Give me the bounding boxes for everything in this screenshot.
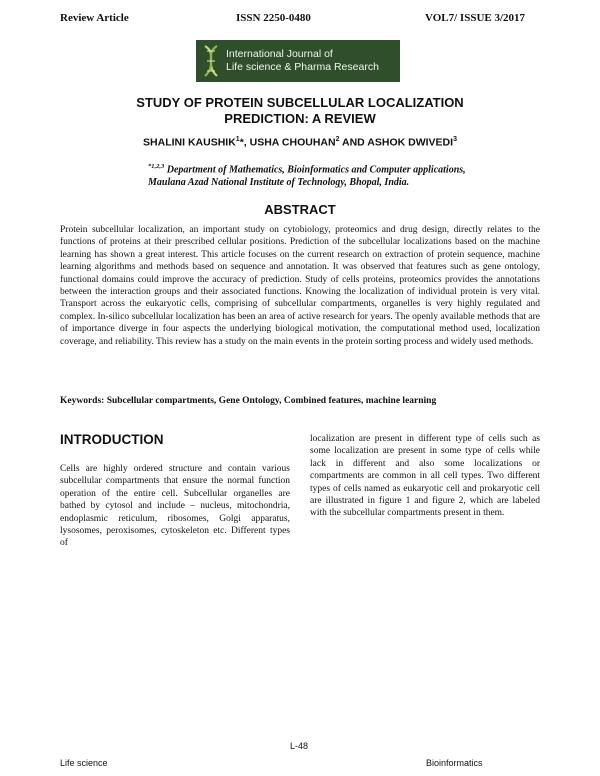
page-number: L-48 [290,741,309,751]
footer-left: Life science [60,758,108,768]
introduction-left-column: Cells are highly ordered structure and contain various subcellular compartments that ensure the normal function operation of the entire cell. Subcellular organelles are bathed by cytosol and include – nucleus, mitochondria, endoplasmic reticulum, ribosomes, Golgi apparatus, lysosomes, peroxisomes, cytoskeleton etc. Different types of [60,464,290,549]
author-list [60,136,540,149]
title-line-1: STUDY OF PROTEIN SUBCELLULAR LOCALIZATION [136,95,464,110]
paper-title [60,95,540,127]
author-name: ASHOK DWIVEDI [367,136,454,149]
keywords: Keywords: Subcellular compartments, Gene Ontology, Combined features, machine learning [60,396,437,406]
journal-name-line1: International Journal of [226,48,333,60]
journal-logo [196,40,400,82]
dna-helix-icon [196,40,226,82]
header-volume-issue: VOL7/ ISSUE 3/2017 [425,12,526,24]
author-name: USHA CHOUHAN [249,136,336,149]
affiliation-line-2: Maulana Azad National Institute of Technology, Bhopal, India. [148,177,410,189]
introduction-right-column: localization are present in different type of cells such as some localization are present in some type of cells while lack in different and also some localizations or compartments are common in all cell types. Two different types of cells named as eukaryotic cell and prokaryotic cell are illustrated in figure 1 and figure 2, which are labeled with the subcellular compartments present in them. [310,434,540,519]
abstract-text: Protein subcellular localization, an important study on cytobiology, proteomics and drug design, directly relates to the functions of proteins at their prescribed cellular positions. Prediction of the subcellular localizations based on the machine learning has shown a great interest. This article focuses on the current research on extraction of protein sequence, machine learning algorithms and methods based on sequence and annotation. It was observed that features such as gene ontology, functional domains could improve the accuracy of prediction. Study of cells proteins, proteomics provides the annotations between the interaction groups and their associated functions. Knowing the localization of individual protein is very vital. Transport across the eukaryotic cells, comprising of subcellular compartments, organelles is very highly regulated and complex. In-silico subcellular localization has been an area of active research for years. The openly available methods that are of importance diverge in four aspects the underlying biological motivation, the computational method used, localization coverage, and reliability. This review has a study on the main events in the protein sorting process and widely used methods. [60,225,540,347]
author-separator: *, [239,136,250,149]
author-separator: AND [339,136,368,149]
affiliation-mark: *1,2,3 [148,163,165,170]
header-article-type: Review Article [60,12,129,24]
author-affil-mark: 3 [453,136,457,143]
abstract-heading: ABSTRACT [264,202,336,217]
author-name: SHALINI KAUSHIK [143,136,236,149]
introduction-heading: INTRODUCTION [60,432,164,447]
author-affil-mark: 2 [335,136,340,143]
author-affil-mark: 1 [235,136,240,143]
journal-name-line2: Life science & Pharma Research [226,61,379,73]
affiliation-line-1: Department of Mathematics, Bioinformatics and Computer applications, [164,164,466,176]
title-line-2: PREDICTION: A REVIEW [224,111,376,126]
affiliation [148,160,528,189]
footer-right: Bioinformatics [426,758,483,768]
header-issn: ISSN 2250-0480 [236,12,311,24]
